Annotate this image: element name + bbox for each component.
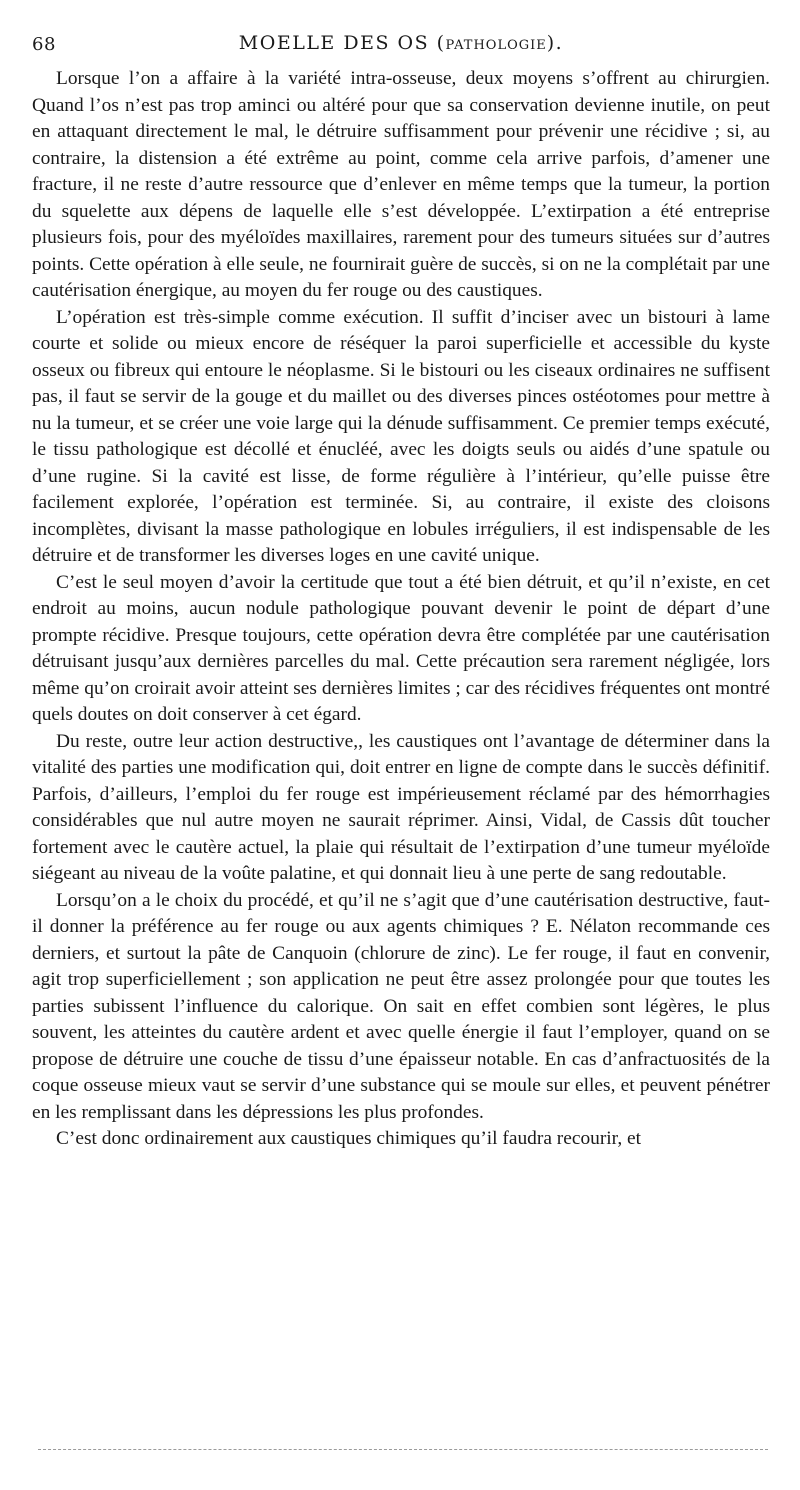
page-number: 68 [32,34,56,55]
running-title-subject: PATHOLOGIE [445,38,547,53]
paragraph-5: Lorsqu’on a le choix du procédé, et qu’il ne s’agit que d’une cautérisation destructive, faut-il donner la préférence au fer rouge ou aux agents chimiques ? E. Nélaton recommande ces derniers, et surtout la pâte de Canquoin (chlorure de zinc). Le fer rouge, il faut en convenir, agit trop superficiellement ; son application ne peut être assez prolongée pour que toutes les parties subissent l’influence du calorique. On sait en effet combien sont légères, le plus souvent, les atteintes du cautère ardent et avec quelle énergie il faut l’employer, quand on se propose de détruire une couche de tissu d’une épaisseur notable. En cas d’anfractuosités de la coque osseuse mieux vaut se servir d’une substance qui se moule sur elles, et peuvent pénétrer en les remplissant dans les dépressions les plus profondes. [32,889,770,1123]
running-title-end: ). [546,32,564,54]
body-text [32,66,770,1153]
page-header [32,20,770,58]
footer-dashed-rule [38,1449,768,1450]
paragraph-4: Du reste, outre leur action destructive,, les caustiques ont l’avantage de déterminer dans la vitalité des parties une modification qui, doit entrer en ligne de compte dans le succès définitif. Parfois, d’ailleurs, l’emploi du fer rouge est impérieusement réclamé par des hémorrhagies considérables que nul autre moyen ne saurait réprimer. Ainsi, Vidal, de Cassis dût toucher fortement avec le cautère actuel, la plaie qui résultait de l’extirpation d’une tumeur myéloïde siégeant au niveau de la voûte palatine, et qui donnait lieu à une perte de sang redoutable. [32,730,770,884]
paragraph-6: C’est donc ordinairement aux caustiques chimiques qu’il faudra recourir, et [56,1128,642,1149]
paragraph-3: C’est le seul moyen d’avoir la certitude que tout a été bien détruit, et qu’il n’existe, en cet endroit au moins, aucun nodule pathologique pouvant devenir le point de départ d’une prompte récidive. Presque toujours, cette opération devra être complétée par une cautérisation détruisant jusqu’aux dernières parcelles du mal. Cette précaution sera rarement négligée, lors même qu’on croirait avoir atteint ses dernières limites ; car des récidives fréquentes ont montré quels doutes on doit conserver à cet égard. [32,571,770,725]
paragraph-1: Lorsque l’on a affaire à la variété intra-osseuse, deux moyens s’offrent au chirurgien. Quand l’os n’est pas trop aminci ou altéré pour que sa conservation devienne inutile, on peut en attaquant directement le mal, le détruire suffisamment pour prévenir une récidive ; si, au contraire, la distension a été extrême au point, comme cela arrive parfois, d’amener une fracture, il ne reste d’autre ressource que d’enlever en même temps que la tumeur, la portion du squelette aux dépens de laquelle elle s’est développée. L’extirpation a été entreprise plusieurs fois, pour des myéloïdes maxillaires, rarement pour des tumeurs situées sur d’autres points. Cette opération à elle seule, ne fournirait guère de succès, si on ne la complétait par une cautérisation énergique, au moyen du fer rouge ou des caustiques. [32,68,770,301]
running-title [32,32,770,54]
page [32,20,770,1153]
running-title-main: MOELLE DES OS ( [238,32,446,54]
paragraph-2: L’opération est très-simple comme exécution. Il suffit d’inciser avec un bistouri à lame courte et solide ou mieux encore de réséquer la paroi superficielle et accessible du kyste osseux ou fibreux qui entoure le néoplasme. Si le bistouri ou les ciseaux ordinaires ne suffisent pas, il faut se servir de la gouge et du maillet ou des diverses pinces ostéotomes pour mettre à nu la tumeur, et se créer une voie large qui la dénude suffisamment. Ce premier temps exécuté, le tissu pathologique est décollé et énucléé, avec les doigts seuls ou aidés d’une spatule ou d’une rugine. Si la cavité est lisse, de forme régulière à l’intérieur, qu’elle puisse être facilement explorée, l’opération est terminée. Si, au contraire, il existe des cloisons incomplètes, divisant la masse pathologique en lobules irréguliers, il est indispensable de les détruire et de transformer les diverses loges en une cavité unique. [32,306,770,566]
